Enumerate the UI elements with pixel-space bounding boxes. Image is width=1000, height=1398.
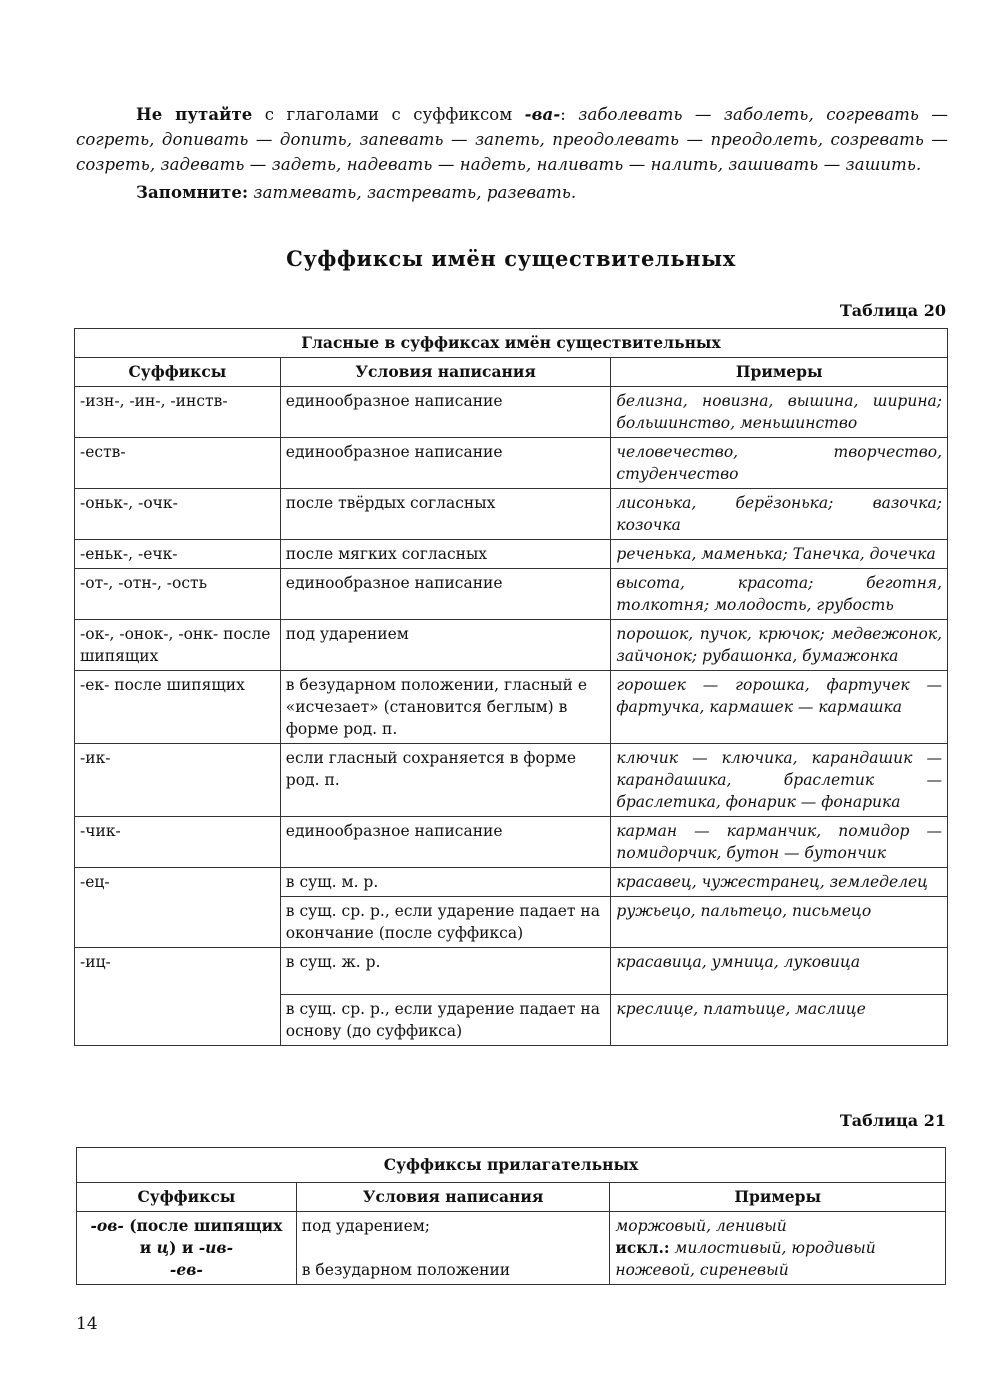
example-cell: карман — карманчик, помидор — помидорчик, бутон — бутончик — [611, 817, 948, 868]
table21-caption: Суффиксы прилагательных — [77, 1148, 946, 1183]
example-cell: лисонька, берёзонька; вазочка; козочка — [611, 489, 948, 540]
table-row — [75, 868, 948, 897]
header-examples: Примеры — [611, 358, 948, 387]
table-row — [75, 620, 948, 671]
page-number: 14 — [76, 1314, 98, 1334]
table-row — [75, 744, 948, 817]
example-cell: красавица, умница, луковица — [611, 948, 948, 995]
table-row — [75, 387, 948, 438]
table-row — [77, 1212, 946, 1285]
example-cell: белизна, новизна, вышина, ширина; большинство, меньшинство — [611, 387, 948, 438]
intro-examples: заболевать — заболеть, согревать — согреть, допивать — допить, запевать — запеть, преодолевать — преодолеть, созревать — созреть, задевать — задеть, надевать — надеть, наливать — налить, зашивать — зашить. — [76, 105, 948, 174]
header-examples: Примеры — [610, 1183, 946, 1212]
suffix-va: -ва- — [524, 105, 561, 124]
section-title: Суффиксы имён существительных — [286, 246, 736, 271]
suffix-cell: -ек- после шипящих — [75, 671, 281, 744]
condition-cell: после мягких согласных — [280, 540, 611, 569]
condition-cell: единообразное написание — [280, 569, 611, 620]
header-suffixes: Суффиксы — [77, 1183, 297, 1212]
suffix-cell: -ик- — [75, 744, 281, 817]
table-row — [75, 438, 948, 489]
suffix-cell: -иц- — [75, 948, 281, 1046]
example-cell: ружьецо, пальтецо, письмецо — [611, 897, 948, 948]
suffix-cell: -ец- — [75, 868, 281, 948]
suffix-cell: -еств- — [75, 438, 281, 489]
table-row — [75, 817, 948, 868]
table-20 — [74, 328, 948, 1046]
condition-cell: единообразное написание — [280, 817, 611, 868]
warning-label: Не путайте — [136, 105, 253, 124]
table20-caption: Гласные в суффиксах имён существительных — [75, 329, 948, 358]
condition-cell: если гласный сохраняется в форме род. п. — [280, 744, 611, 817]
remember-label: Запомните: — [136, 183, 249, 202]
suffix-cell: -еньк-, -ечк- — [75, 540, 281, 569]
example-cell: человечество, творчество, студенчество — [611, 438, 948, 489]
suffix-cell: -ов- (после шипящих и ц) и -ив- -ев- — [77, 1212, 297, 1285]
example-cell: ключик — ключика, карандашик — карандашика, браслетик — браслетика, фонарик — фонарика — [611, 744, 948, 817]
example-cell: высота, красота; беготня, толкотня; молодость, грубость — [611, 569, 948, 620]
header-suffixes: Суффиксы — [75, 358, 281, 387]
suffix-cell: -ок-, -онок-, -онк- после шипящих — [75, 620, 281, 671]
example-cell: реченька, маменька; Танечка, дочечка — [611, 540, 948, 569]
table21-label: Таблица 21 — [839, 1111, 946, 1130]
intro-paragraph-2 — [76, 180, 948, 205]
suffix-cell: -оньк-, -очк- — [75, 489, 281, 540]
intro-paragraph-1: Не путайте с глаголами с суффиксом -ва-: заболевать — заболеть, согревать — согреть, допивать — допить, запевать — запеть, преодолевать — преодолеть, созревать — созреть, задевать — задеть, надевать — надеть, наливать — налить, зашивать — зашить. — [76, 105, 948, 174]
condition-cell: под ударением — [280, 620, 611, 671]
table-row — [75, 948, 948, 995]
example-cell: моржовый, ленивый искл.: милостивый, юродивый ножевой, сиреневый — [610, 1212, 946, 1285]
suffix-cell: -от-, -отн-, -ость — [75, 569, 281, 620]
table-row — [75, 569, 948, 620]
condition-cell: единообразное написание — [280, 387, 611, 438]
header-conditions: Условия написания — [296, 1183, 610, 1212]
condition-cell: единообразное написание — [280, 438, 611, 489]
condition-cell: в безударном положении, гласный е «исчезает» (становится беглым) в форме род. п. — [280, 671, 611, 744]
table-21 — [76, 1147, 946, 1285]
table20-label: Таблица 20 — [839, 301, 946, 320]
suffix-cell: -изн-, -ин-, -инств- — [75, 387, 281, 438]
example-cell: горошек — горошка, фартучек — фартучка, кармашек — кармашка — [611, 671, 948, 744]
example-cell: креслице, платьице, маслице — [611, 995, 948, 1046]
suffix-cell: -чик- — [75, 817, 281, 868]
table-row — [75, 540, 948, 569]
condition-cell: под ударением; в безударном положении — [296, 1212, 610, 1285]
condition-cell: после твёрдых согласных — [280, 489, 611, 540]
condition-cell: в сущ. ж. р. — [280, 948, 611, 995]
header-conditions: Условия написания — [280, 358, 611, 387]
condition-cell: в сущ. ср. р., если ударение падает на основу (до суффикса) — [280, 995, 611, 1046]
table-row — [75, 489, 948, 540]
remember-examples: затмевать, застревать, разевать. — [248, 183, 577, 202]
condition-cell: в сущ. м. р. — [280, 868, 611, 897]
example-cell: порошок, пучок, крючок; медвежонок, зайчонок; рубашонка, бумажонка — [611, 620, 948, 671]
condition-cell: в сущ. ср. р., если ударение падает на окончание (после суффикса) — [280, 897, 611, 948]
example-cell: красавец, чужестранец, земледелец — [611, 868, 948, 897]
table-row — [75, 671, 948, 744]
